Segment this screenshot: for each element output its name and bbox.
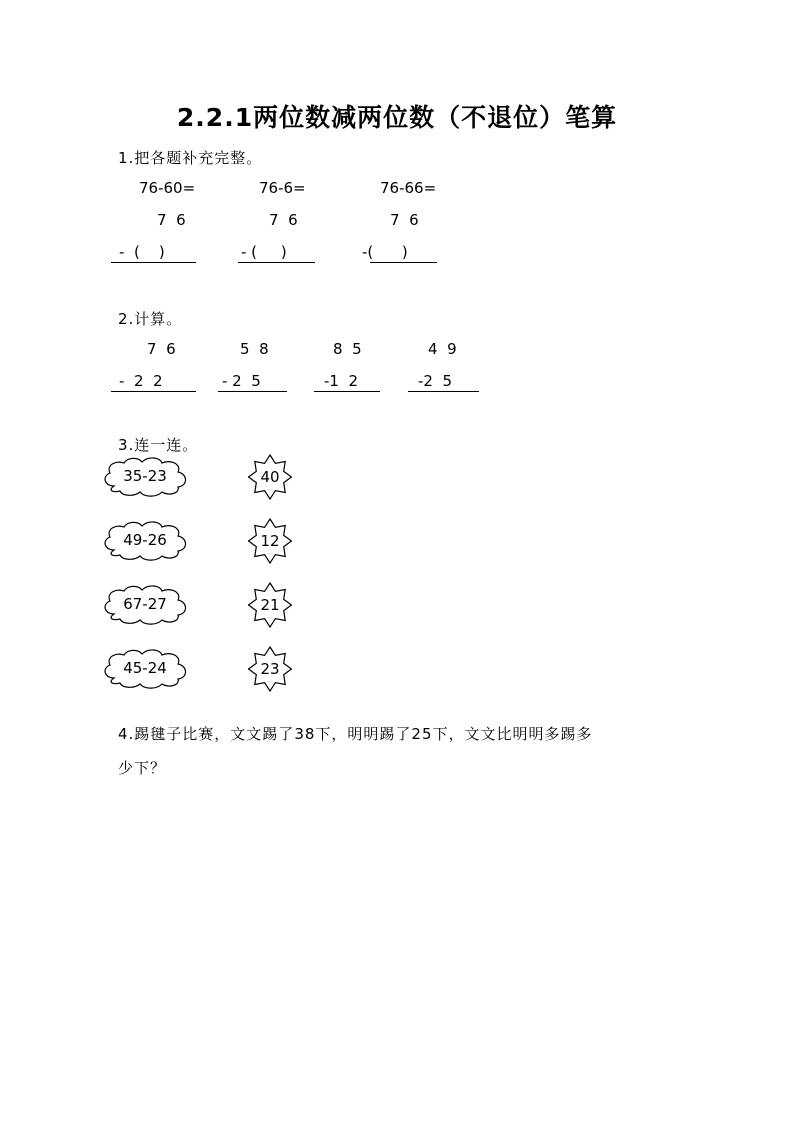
- q2-bottom-3: -1 2: [324, 372, 359, 390]
- q4-line-2: 少下？: [118, 759, 167, 777]
- q2-bottom-4: -2 5: [418, 372, 453, 390]
- star-label: 21: [260, 596, 280, 614]
- cloud-label: 35-23: [123, 467, 167, 485]
- cloud-shape[interactable]: [100, 646, 190, 690]
- q3-heading: 3.连一连。: [118, 436, 199, 454]
- q1-expr-2: 76-6=: [259, 179, 306, 197]
- q2-line-4: [408, 391, 479, 392]
- star-label: 23: [260, 660, 280, 678]
- q1-expr-1: 76-60=: [139, 179, 196, 197]
- q2-top-2: 5 8: [240, 340, 269, 358]
- q1-expr-3: 76-66=: [380, 179, 437, 197]
- star-shape[interactable]: [248, 454, 292, 500]
- q2-heading: 2.计算。: [118, 310, 183, 328]
- star-label: 40: [260, 468, 280, 486]
- q2-bottom-1: - 2 2: [119, 372, 163, 390]
- cloud-shape[interactable]: [100, 454, 190, 498]
- q1-bottom-3: -( ): [362, 243, 408, 261]
- q1-top-3: 7 6: [390, 211, 419, 229]
- q2-top-4: 4 9: [428, 340, 457, 358]
- q1-line-1: [111, 262, 196, 263]
- q1-line-3: [370, 262, 437, 263]
- q1-top-2: 7 6: [269, 211, 298, 229]
- q1-top-1: 7 6: [157, 211, 186, 229]
- q2-line-2: [218, 391, 287, 392]
- q1-bottom-2: - ( ): [241, 243, 287, 261]
- star-shape[interactable]: [248, 646, 292, 692]
- cloud-label: 67-27: [123, 595, 167, 613]
- star-shape[interactable]: [248, 582, 292, 628]
- cloud-label: 45-24: [123, 659, 167, 677]
- q1-line-2: [238, 262, 315, 263]
- q2-line-1: [111, 391, 196, 392]
- q4-line-1: 4.踢毽子比赛，文文踢了38下，明明踢了25下，文文比明明多踢多: [118, 725, 593, 743]
- q1-heading: 1.把各题补充完整。: [118, 149, 263, 167]
- q2-bottom-2: - 2 5: [222, 372, 261, 390]
- q2-top-1: 7 6: [147, 340, 176, 358]
- cloud-shape[interactable]: [100, 582, 190, 626]
- star-shape[interactable]: [248, 518, 292, 564]
- q2-line-3: [314, 391, 380, 392]
- cloud-label: 49-26: [123, 531, 167, 549]
- cloud-shape[interactable]: [100, 518, 190, 562]
- star-label: 12: [260, 532, 280, 550]
- page-title: 2.2.1两位数减两位数（不退位）笔算: [176, 103, 618, 132]
- q2-top-3: 8 5: [333, 340, 362, 358]
- q1-bottom-1: - ( ): [119, 243, 165, 261]
